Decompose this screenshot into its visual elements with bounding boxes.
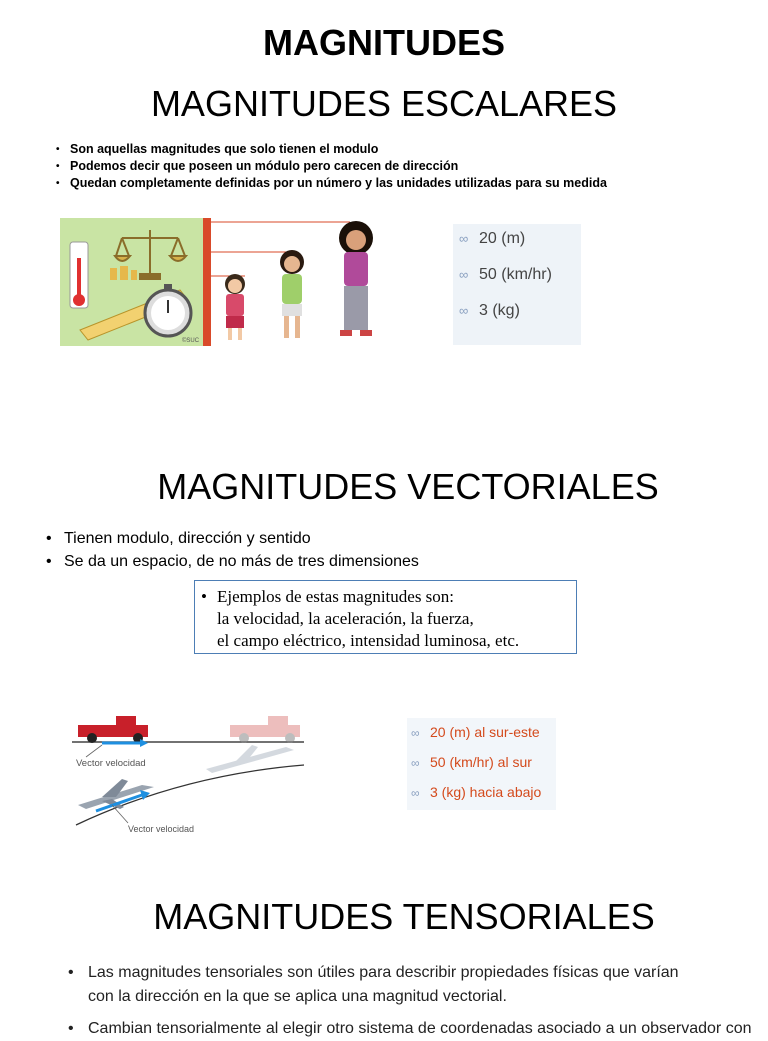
- vector-illustration-svg: [72, 705, 307, 835]
- faded-truck-icon: [230, 716, 300, 743]
- box-line: la velocidad, la aceleración, la fuerza,: [217, 609, 474, 628]
- example-value: 20 (m) al sur-este: [430, 724, 540, 740]
- escalares-bullets: [52, 141, 692, 192]
- child-medium: [280, 250, 304, 338]
- list-item: • Tienen modulo, dirección y sentido: [46, 527, 686, 550]
- example-value: 50 (km/hr): [479, 266, 552, 283]
- examples-box: [194, 580, 577, 654]
- bullet-icon: ∞: [411, 756, 420, 770]
- list-item: • Cambian tensorialmente al elegir otro sistema de coordenadas asociado a un observador con: [66, 1017, 706, 1041]
- list-item: • Podemos decir que poseen un módulo pero carecen de dirección: [52, 158, 692, 175]
- example-value: 20 (m): [479, 230, 526, 247]
- box-line: el campo eléctrico, intensidad luminosa, etc.: [217, 631, 520, 650]
- list-item: [459, 302, 520, 320]
- vector-illustration: [72, 705, 307, 835]
- list-item: • Son aquellas magnitudes que solo tienen el modulo: [52, 141, 692, 158]
- child-small: [225, 274, 245, 340]
- bullet-icon: ∞: [459, 303, 469, 318]
- list-item: [459, 266, 552, 284]
- list-item: • Quedan completamente definidas por un número y las unidades utilizadas para su medida: [52, 175, 692, 192]
- bullet-icon: ∞: [459, 267, 469, 282]
- bullet-icon: ∞: [411, 726, 420, 740]
- tensoriales-bullets: [66, 961, 752, 1041]
- vector-label-1: Vector velocidad: [76, 758, 146, 769]
- thermometer-icon: [70, 242, 88, 308]
- red-truck-icon: [78, 716, 148, 743]
- list-item: [459, 230, 525, 248]
- child-tall: [339, 221, 373, 336]
- scalar-illustration: [60, 218, 385, 346]
- vectoriales-bullets: [46, 527, 686, 573]
- heading-vectoriales: MAGNITUDES VECTORIALES: [157, 466, 659, 507]
- vector-examples-box: [407, 718, 556, 810]
- bullet-icon: ∞: [411, 786, 420, 800]
- list-item: • Se da un espacio, de no más de tres dimensiones: [46, 550, 686, 573]
- heading-tensoriales: MAGNITUDES TENSORIALES: [153, 896, 655, 937]
- image-caption: ©SUC: [182, 338, 200, 344]
- list-item: • Las magnitudes tensoriales son útiles para describir propiedades físicas que varían con la dirección en la que se aplica una magnitud vectorial.: [66, 961, 706, 1009]
- example-value: 3 (kg) hacia abajo: [430, 784, 542, 800]
- list-item: [411, 724, 540, 740]
- height-ruler: [203, 218, 211, 346]
- heading-escalares: MAGNITUDES ESCALARES: [150, 83, 618, 124]
- scalar-examples-box: [453, 224, 581, 345]
- page-title: MAGNITUDES: [263, 22, 505, 63]
- example-value: 3 (kg): [479, 302, 520, 319]
- faded-airplane-icon: [206, 745, 294, 773]
- vector-label-2: Vector velocidad: [128, 824, 195, 834]
- list-item: [411, 754, 532, 770]
- box-line: Ejemplos de estas magnitudes son:: [217, 587, 455, 606]
- example-value: 50 (km/hr) al sur: [430, 754, 532, 770]
- scalar-illustration-svg: [60, 218, 385, 346]
- list-item: [411, 784, 541, 800]
- bullet-icon: •: [201, 587, 207, 606]
- bullet-icon: ∞: [459, 231, 469, 246]
